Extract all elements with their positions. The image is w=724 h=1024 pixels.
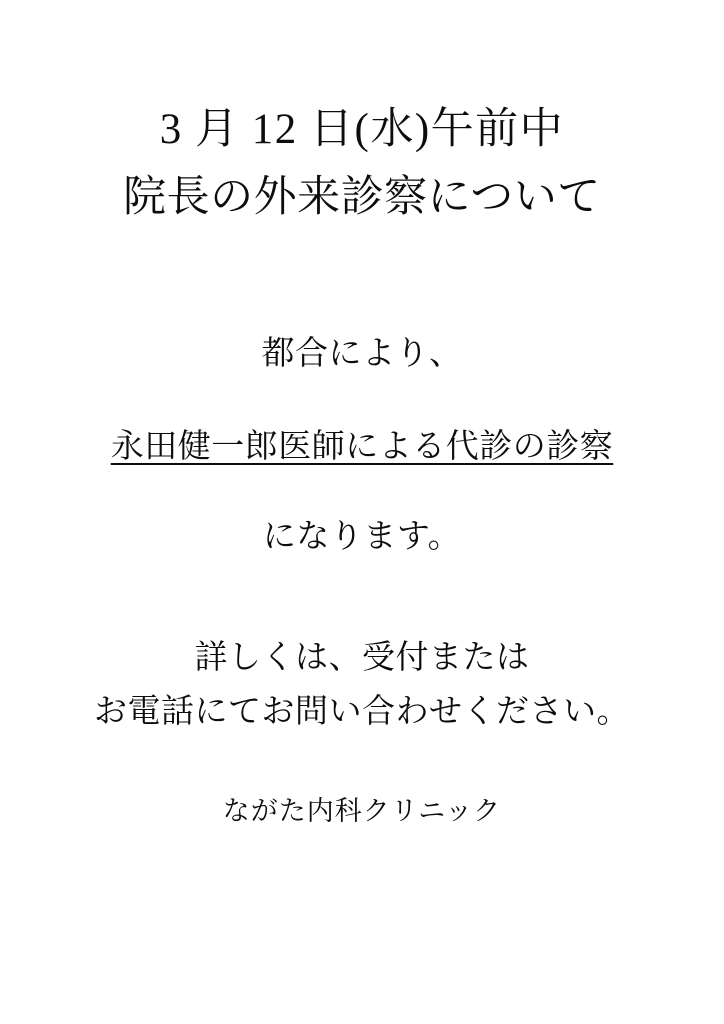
body-emphasis-substitute-doctor: 永田健一郎医師による代診の診察 (110, 429, 614, 466)
notice-title (0, 96, 724, 232)
spacer-after-title (0, 232, 724, 330)
spacer-after-emphasis (0, 473, 724, 513)
body-closing: になります。 (262, 518, 462, 555)
spacer-before-contact (0, 562, 724, 632)
clinic-signature: ながた内科クリニック (222, 796, 502, 827)
title-line-date: 3 月 12 日(水)午前中 (159, 106, 565, 153)
spacer-before-signature (0, 739, 724, 789)
notice-document (0, 96, 724, 828)
contact-line-2: お電話にてお問い合わせください。 (94, 693, 630, 730)
title-line-subject: 院長の外来診察について (123, 173, 601, 221)
spacer-before-emphasis (0, 379, 724, 423)
contact-line-1: 詳しくは、受付または (194, 640, 530, 677)
body-reason: 都合により、 (261, 335, 463, 372)
